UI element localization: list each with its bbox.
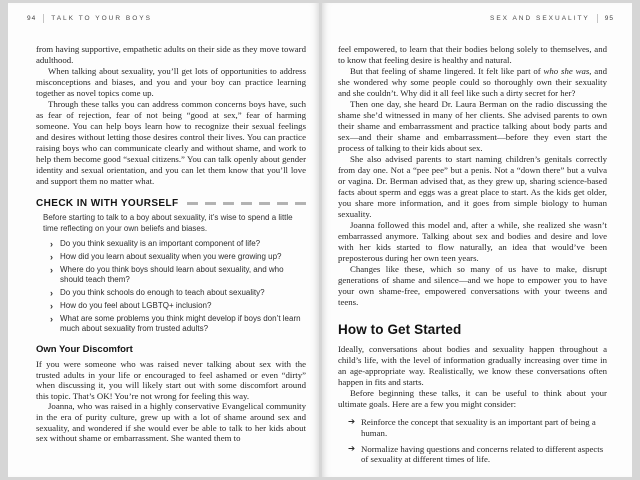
list-item bbox=[348, 417, 607, 439]
body-paragraph: Through these talks you can address common concerns boys have, such as fear of rejection, fear of not being “good at sex,” fear of harming someone. You can help boys learn how to recognize their sexual feelings and desires without letting those desires control their lives. You can practice raising boys who can communicate clearly and without shame, and work to help them become good “sexual citizens.” You can talk openly about gender identity and sexual orientation, and you can let them know that you’ll love and support them no matter what. bbox=[36, 99, 306, 186]
body-paragraph: Ideally, conversations about bodies and sexuality happen throughout a child’s life, with the level of information gradually increasing over time in an age-appropriate way. Realistically, we know these conversations often happen in fits and starts. bbox=[338, 344, 607, 387]
running-head-divider bbox=[597, 14, 598, 23]
chevron-bullet-icon: › bbox=[50, 252, 53, 262]
page-number-left: 94 bbox=[27, 14, 37, 22]
body-paragraph: When talking about sexuality, you’ll get lots of opportunities to address misconceptions and biases, and you and your boy can practice learning together as novel topics come up. bbox=[36, 66, 306, 98]
question-text: Do you think schools do enough to teach about sexuality? bbox=[60, 288, 265, 297]
body-paragraph: Before beginning these talks, it can be useful to think about your ultimate goals. Here are a few you might consider: bbox=[338, 388, 607, 409]
body-paragraph: Joanna, who was raised in a highly conservative Evangelical community in the era of purity culture, grew up with a lot of shame around sex and sexuality, and wondered if she would ever be able to talk to her kids about sex without shame or embarrassment. She wanted them to bbox=[36, 401, 306, 444]
list-item bbox=[348, 444, 607, 466]
left-page bbox=[8, 3, 319, 477]
list-item bbox=[50, 265, 306, 285]
list-item bbox=[50, 301, 306, 311]
goal-list bbox=[348, 417, 607, 465]
check-in-section bbox=[36, 198, 306, 334]
body-paragraph: Then one day, she heard Dr. Laura Berman on the radio discussing the shame she’d witnessed in many of her clients. She advised parents to own their shame and embarrassment and practice talking about body parts and sex—and their shame and embarrassment—before they even start the process of talking to their kids about sex. bbox=[338, 99, 607, 153]
chevron-bullet-icon: › bbox=[50, 265, 53, 275]
subsection-heading: Own Your Discomfort bbox=[36, 344, 133, 355]
check-in-heading-row bbox=[36, 198, 306, 209]
list-item bbox=[50, 239, 306, 249]
chevron-bullet-icon: › bbox=[50, 288, 53, 298]
check-in-heading: CHECK IN WITH YOURSELF bbox=[36, 198, 179, 209]
body-paragraph: feel empowered, to learn that their bodies belong solely to themselves, and to know that feeling desire is healthy and natural. bbox=[338, 44, 607, 65]
body-paragraph: She also advised parents to start naming children’s genitals correctly from day one. Not a “pee pee” but a penis. Not a “down there” but a vulva or vagina. Dr. Berman advised that, as they grew up, sharing science-based facts about sperm and eggs was a great place to start. As the kids get older, you share more information, and it goes from simple biology to human sexuality. bbox=[338, 154, 607, 219]
question-list bbox=[50, 239, 306, 334]
running-head-title-left: TALK TO YOUR BOYS bbox=[51, 14, 152, 22]
running-head-left bbox=[27, 13, 306, 23]
question-text: Do you think sexuality is an important component of life? bbox=[60, 239, 261, 248]
arrow-bullet-icon: ➔ bbox=[348, 417, 356, 427]
running-head-title-right: SEX AND SEXUALITY bbox=[490, 14, 590, 22]
page-number-right: 95 bbox=[604, 14, 614, 22]
paragraph-text: But that feeling of shame lingered. It felt like part of bbox=[350, 66, 544, 76]
right-page bbox=[322, 3, 632, 477]
goal-text: Normalize having questions and concerns related to different aspects of sexuality at different times of life. bbox=[361, 443, 604, 465]
question-text: What are some problems you think might develop if boys don’t learn much about sexuality from trusted adults? bbox=[60, 314, 301, 333]
body-paragraph: If you were someone who was raised never talking about sex with the trusted adults in your life or encouraged to feel ashamed or even “dirty” when discussing it, you will likely start out with some discomfort around this topic. That’s OK! You’re not wrong for feeling this way. bbox=[36, 359, 306, 401]
goal-text: Reinforce the concept that sexuality is an important part of being a human. bbox=[361, 417, 596, 438]
section-heading: How to Get Started bbox=[338, 322, 462, 337]
chevron-bullet-icon: › bbox=[50, 301, 53, 311]
list-item bbox=[50, 314, 306, 334]
body-paragraph: Joanna followed this model and, after a while, she realized she wasn’t embarrassed anymore. Talking about sex and bodies and desire and love with her kids started to flow naturally, an idea that would’ve been preposterous during her own teen years. bbox=[338, 220, 607, 263]
chevron-bullet-icon: › bbox=[50, 314, 53, 324]
question-text: How did you learn about sexuality when you were growing up? bbox=[60, 252, 282, 261]
body-paragraph: from having supportive, empathetic adults on their side as they move toward adulthood. bbox=[36, 44, 306, 65]
running-head-divider bbox=[43, 14, 44, 23]
paragraph-text: , and she wondered why some people could so thoroughly own their sexuality and she couldn’t. Why did it all feel like such a dirty secret for her? bbox=[338, 66, 607, 98]
body-paragraph bbox=[338, 66, 607, 99]
italic-phrase: who she was bbox=[543, 66, 590, 76]
chevron-bullet-icon: › bbox=[50, 239, 53, 249]
running-head-right bbox=[338, 13, 614, 23]
question-text: Where do you think boys should learn about sexuality, and who should teach them? bbox=[60, 265, 284, 284]
body-paragraph: Changes like these, which so many of us have to make, disrupt generations of shame and silence—and we hope to empower you to have your own shame-free, empowered conversations with your tweens and teens. bbox=[338, 264, 607, 307]
list-item bbox=[50, 288, 306, 298]
question-text: How do you feel about LGBTQ+ inclusion? bbox=[60, 301, 212, 310]
list-item bbox=[50, 252, 306, 262]
check-in-intro: Before starting to talk to a boy about sexuality, it’s wise to spend a little time reflecting on your own beliefs and biases. bbox=[43, 213, 293, 233]
dashed-rule bbox=[187, 202, 306, 205]
arrow-bullet-icon: ➔ bbox=[348, 443, 356, 454]
